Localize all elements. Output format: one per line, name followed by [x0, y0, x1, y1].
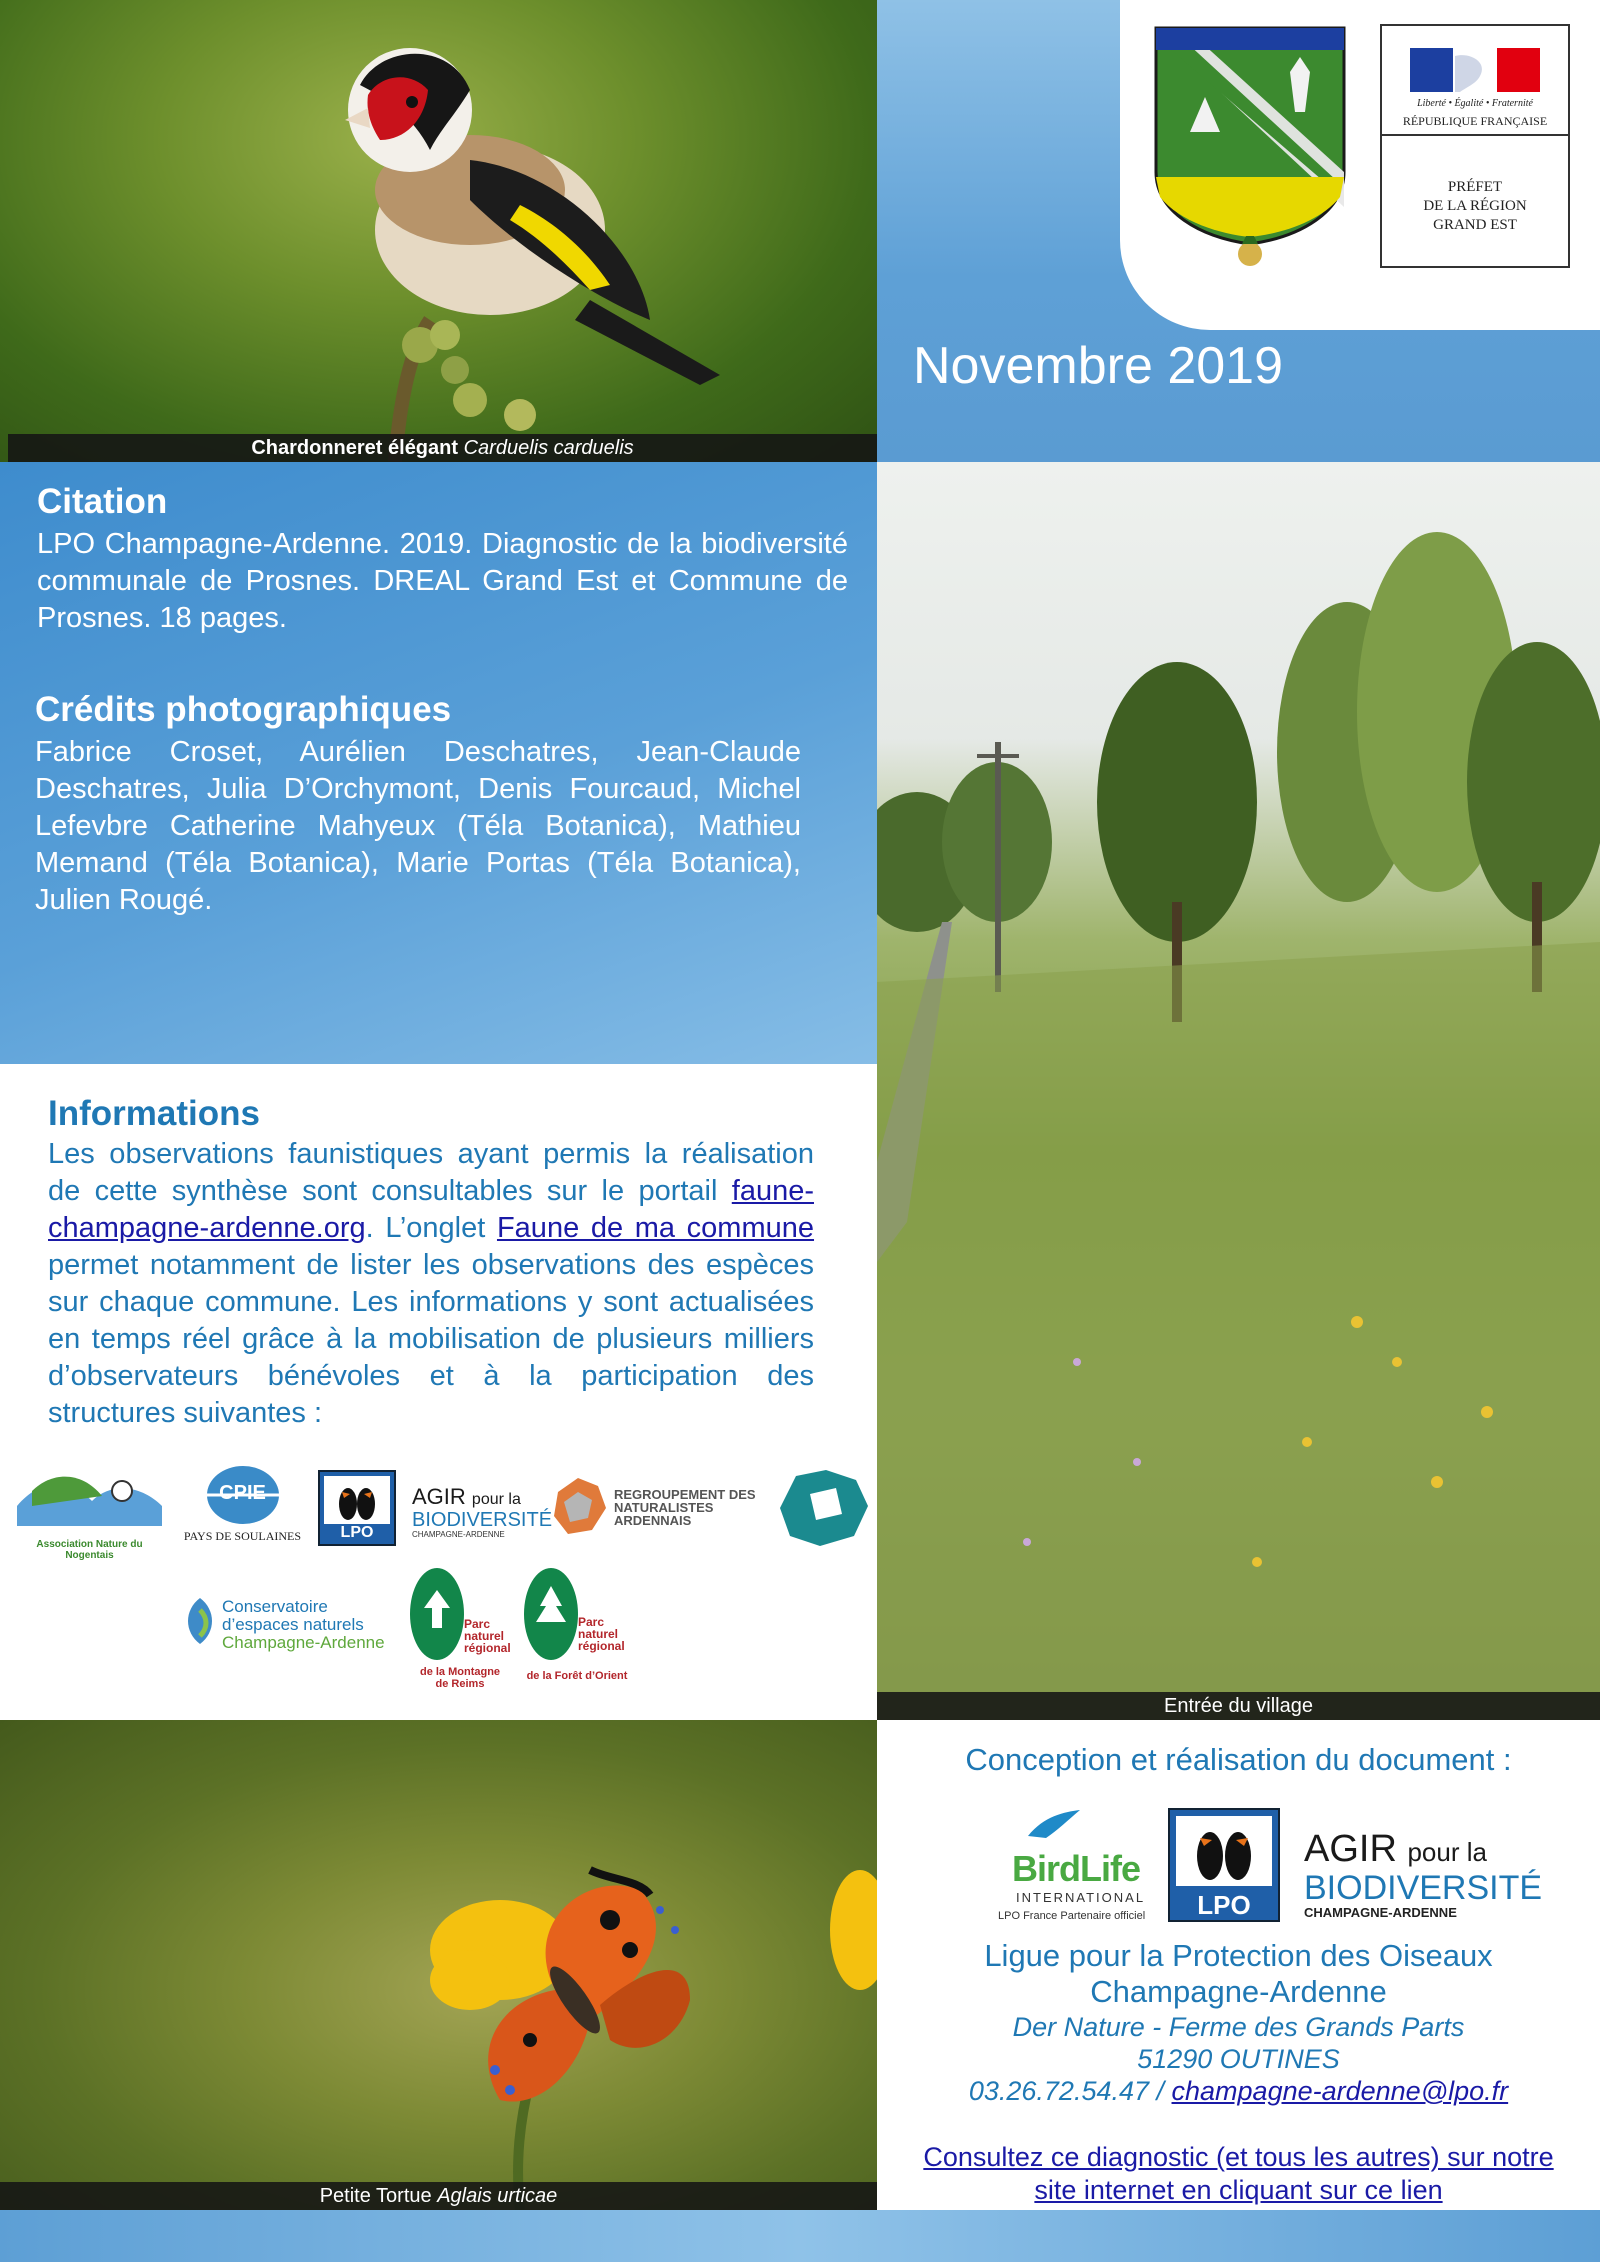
portal-link[interactable]: faune-champagne-ardenne.org	[48, 1175, 814, 1244]
prefet-logo	[1380, 24, 1570, 268]
credits-heading: Crédits photographiques	[35, 690, 452, 729]
pnr-orient-line-1: Parc	[578, 1615, 605, 1629]
phone-number: 03.26.72.54.47 /	[968, 2076, 1172, 2106]
butterfly-caption-latin: Aglais urticae	[437, 2185, 558, 2207]
pnr-orient-line-3: régional	[578, 1639, 625, 1653]
info-text-part-1: Les observations faunistiques ayant permis la réalisation de cette synthèse sont consultables sur le portail	[48, 1138, 814, 1207]
village-photo	[877, 462, 1600, 1720]
logo-agir-big	[1304, 1828, 1543, 1920]
village-illustration	[877, 462, 1600, 1720]
prefet-divider	[1382, 134, 1568, 136]
email-link[interactable]: champagne-ardenne@lpo.fr	[1171, 2076, 1509, 2106]
goldfinch-caption-latin: Carduelis carduelis	[463, 437, 634, 459]
butterfly-illustration	[0, 1720, 877, 2210]
butterfly-photo	[0, 1720, 877, 2210]
birdlife-bird-icon	[1024, 1806, 1084, 1846]
org-name-line-2: Champagne-Ardenne	[1090, 1974, 1387, 2009]
goldfinch-caption-common: Chardonneret élégant	[251, 437, 459, 459]
rna-label	[614, 1488, 756, 1527]
consult-link-line-2[interactable]: site internet en cliquant sur ce lien	[1034, 2175, 1443, 2205]
date-title: Novembre 2019	[913, 337, 1283, 395]
agir-small-line-2: BIODIVERSITÉ	[412, 1509, 553, 1531]
pnr-reims-label	[464, 1618, 511, 1654]
pnr-reims-line-4: de la Montagne	[419, 1666, 501, 1678]
pnr-orient-label	[578, 1616, 625, 1652]
bottom-band	[0, 2210, 1600, 2262]
credits-text: Fabrice Croset, Aurélien Deschatres, Jean-Claude Deschatres, Julia D’Orchymont, Denis Fourcaud, Michel Lefevbre Catherine Mahyeux (Téla Botanica), Mathieu Memand (Téla Botanica), Marie Portas (Téla Botanica), Julien Rougé.	[35, 736, 801, 916]
goldfinch-photo	[0, 0, 877, 462]
birdlife-partner: LPO France Partenaire officiel	[998, 1910, 1146, 1922]
logo-lpo-big	[1168, 1808, 1280, 1922]
logo-birdlife	[994, 1806, 1164, 1926]
logo-nature-nogentais	[12, 1466, 167, 1561]
prefet-line-1: PRÉFET	[1447, 179, 1503, 195]
cen-line-2: d’espaces naturels	[222, 1615, 364, 1634]
pnr-reims-line-2: naturel	[464, 1629, 505, 1643]
logo-pnr-reims	[408, 1566, 511, 1698]
org-name-line-1: Ligue pour la Protection des Oiseaux	[984, 1938, 1493, 1973]
faune-de-ma-commune-link[interactable]: Faune de ma commune	[496, 1212, 815, 1244]
address-line-1: Der Nature - Ferme des Grands Parts	[1012, 2012, 1465, 2042]
coat-of-arms-icon	[1150, 22, 1350, 277]
contact-line	[877, 2076, 1600, 2107]
butterfly-caption	[0, 2182, 877, 2210]
pnr-orient-line-4: de la Forêt d’Orient	[526, 1670, 628, 1682]
lpo-small-label: LPO	[340, 1524, 374, 1541]
agir-small-line-1: AGIR	[412, 1484, 466, 1509]
agir-small-line-1b: pour la	[471, 1491, 521, 1508]
pnr-orient-icon	[522, 1566, 580, 1662]
logo-lpo-small	[318, 1470, 396, 1546]
cen-line-3: Champagne-Ardenne	[222, 1633, 385, 1652]
citation-heading: Citation	[37, 482, 168, 521]
logo-rna	[548, 1472, 773, 1542]
butterfly-caption-common: Petite Tortue	[319, 2185, 432, 2207]
citation-text: LPO Champagne-Ardenne. 2019. Diagnostic de la biodiversité communale de Prosnes. DREAL Grand Est et Commune de Prosnes. 18 pages.	[37, 528, 848, 634]
pnr-reims-icon	[408, 1566, 466, 1662]
cen-line-1: Conservatoire	[222, 1597, 328, 1616]
logo-cpie	[170, 1464, 315, 1554]
prefet-title	[1382, 178, 1568, 235]
info-text	[48, 1136, 814, 1432]
pnr-orient-line-2: naturel	[578, 1627, 619, 1641]
prefet-motto: Liberté • Égalité • Fraternité	[1417, 98, 1533, 109]
rna-line-2: NATURALISTES	[614, 1500, 714, 1515]
prefet-line-3: GRAND EST	[1433, 217, 1517, 233]
info-text-part-3: permet notamment de lister les observations des espèces sur chaque commune. Les informations y sont actualisées en temps réel grâce à la mobilisation de plusieurs milliers d’observateurs bénévoles et à la participation des structures suivantes :	[48, 1249, 814, 1429]
prefet-line-2: DE LA RÉGION	[1423, 198, 1527, 214]
consult-link-block	[877, 2140, 1600, 2206]
rna-line-3: ARDENNAIS	[614, 1513, 692, 1528]
cpie-label: CPIE	[219, 1482, 266, 1504]
pays-soulaines-label: PAYS DE SOULAINES	[183, 1529, 302, 1543]
address-line-2: 51290 OUTINES	[1137, 2044, 1340, 2074]
lpo-big-label: LPO	[1197, 1890, 1251, 1920]
agir-big-line-1: AGIR	[1304, 1828, 1397, 1870]
goldfinch-illustration	[0, 0, 877, 462]
goldfinch-caption	[8, 434, 877, 462]
rna-map-icon	[548, 1472, 610, 1538]
france-map-icon	[776, 1466, 872, 1550]
cen-label	[222, 1598, 385, 1652]
agir-small-line-3: CHAMPAGNE-ARDENNE	[412, 1530, 505, 1539]
pnr-reims-subtitle	[412, 1666, 508, 1690]
agir-big-line-1b: pour la	[1407, 1837, 1487, 1867]
nogentais-icon	[12, 1466, 167, 1536]
agir-big-line-2: BIODIVERSITÉ	[1304, 1869, 1543, 1907]
conception-heading: Conception et réalisation du document :	[965, 1742, 1512, 1777]
consult-link-line-1[interactable]: Consultez ce diagnostic (et tous les autres) sur notre	[923, 2142, 1554, 2172]
cen-leaf-icon	[182, 1596, 218, 1646]
pnr-reims-line-1: Parc	[464, 1617, 491, 1631]
marianne-flag-icon	[1410, 48, 1540, 92]
birdlife-name: BirdLife	[1012, 1848, 1141, 1889]
rna-line-1: REGROUPEMENT DES	[614, 1487, 756, 1502]
village-caption: Entrée du village	[877, 1692, 1600, 1720]
prefet-republique: RÉPUBLIQUE FRANÇAISE	[1402, 114, 1548, 128]
info-heading: Informations	[48, 1094, 260, 1133]
info-text-part-2: . L’onglet	[365, 1212, 497, 1244]
lpo-big-puffin-icon	[1170, 1810, 1278, 1890]
logo-agir-small	[412, 1484, 552, 1539]
agir-big-line-3: CHAMPAGNE-ARDENNE	[1304, 1905, 1457, 1920]
birdlife-intl: INTERNATIONAL	[1016, 1890, 1146, 1905]
pnr-reims-line-5: de Reims	[435, 1678, 485, 1690]
nogentais-label: Association Nature du Nogentais	[36, 1539, 143, 1561]
logo-pnr-orient	[522, 1566, 632, 1690]
pnr-reims-line-3: régional	[464, 1641, 511, 1655]
